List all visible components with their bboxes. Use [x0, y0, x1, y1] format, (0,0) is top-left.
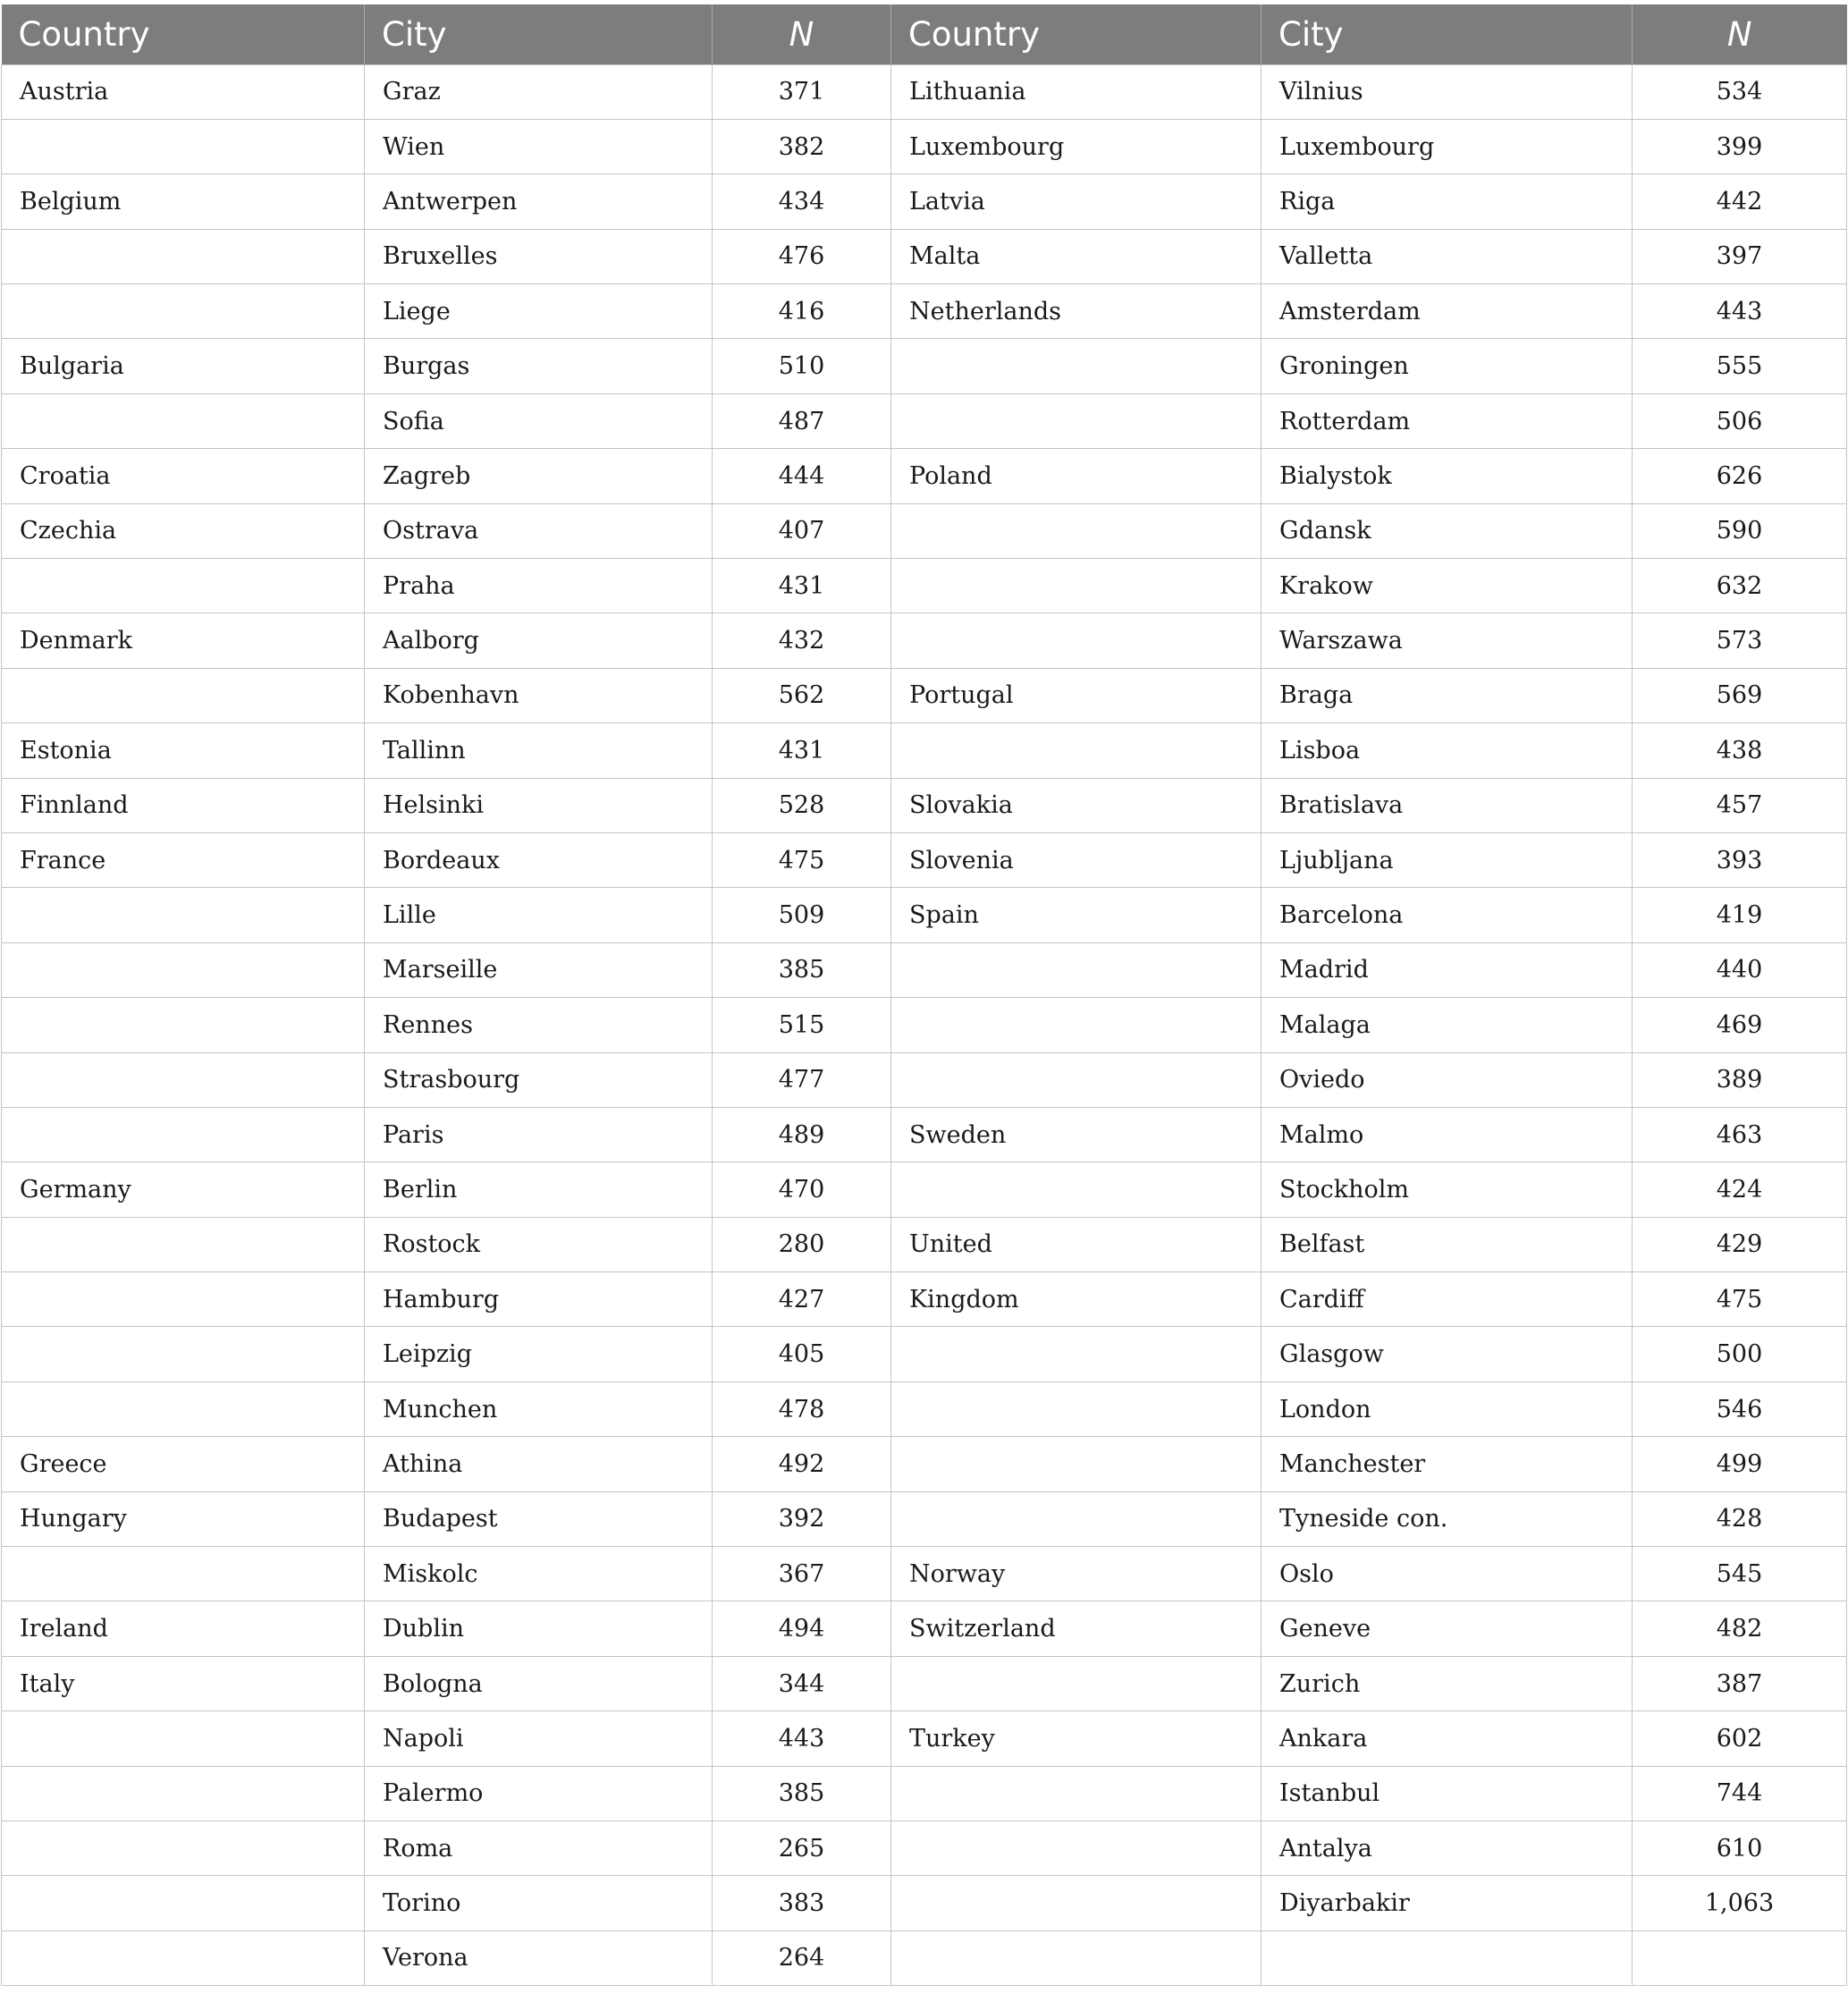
cell-country-right: Norway — [891, 1547, 1262, 1601]
table-row — [2, 1930, 1847, 1985]
cell-n-left: 383 — [713, 1876, 891, 1930]
cell-country-left: Finnland — [2, 778, 365, 832]
cell-city-right: Barcelona — [1262, 888, 1633, 942]
cell-city-left: Rennes — [365, 998, 713, 1052]
cell-city-right: Glasgow — [1262, 1327, 1633, 1381]
cell-country-right — [891, 503, 1262, 558]
cell-city-left: Paris — [365, 1107, 713, 1161]
cell-n-left: 487 — [713, 393, 891, 448]
cell-n-left: 510 — [713, 339, 891, 393]
cell-n-left: 515 — [713, 998, 891, 1052]
table-row — [2, 449, 1847, 503]
cell-city-left: Palermo — [365, 1766, 713, 1820]
cell-city-left: Munchen — [365, 1381, 713, 1436]
cell-city-left: Budapest — [365, 1491, 713, 1546]
cell-city-right: Krakow — [1262, 559, 1633, 613]
cell-country-left — [2, 888, 365, 942]
cell-city-left: Athina — [365, 1437, 713, 1491]
cell-n-left: 562 — [713, 668, 891, 722]
cell-n-left: 434 — [713, 174, 891, 229]
cell-country-right: Malta — [891, 229, 1262, 283]
cell-city-left: Bologna — [365, 1656, 713, 1711]
cell-city-right: Riga — [1262, 174, 1633, 229]
cell-n-left: 528 — [713, 778, 891, 832]
table-row — [2, 778, 1847, 832]
cell-country-left: France — [2, 832, 365, 887]
table-row — [2, 229, 1847, 283]
cell-country-left — [2, 1052, 365, 1107]
cell-n-right: 555 — [1633, 339, 1847, 393]
cell-city-left: Aalborg — [365, 613, 713, 668]
cell-city-left: Bruxelles — [365, 229, 713, 283]
cell-country-left — [2, 1766, 365, 1820]
cell-country-right: Slovenia — [891, 832, 1262, 887]
cell-n-right: 499 — [1633, 1437, 1847, 1491]
table-row — [2, 668, 1847, 722]
cell-city-right: Vilnius — [1262, 64, 1633, 119]
cell-country-right: Latvia — [891, 174, 1262, 229]
cell-country-left: Ireland — [2, 1601, 365, 1656]
cell-city-left: Lille — [365, 888, 713, 942]
cell-country-left — [2, 284, 365, 339]
cell-city-right: Warszawa — [1262, 613, 1633, 668]
cell-country-left — [2, 1876, 365, 1930]
cell-n-left: 367 — [713, 1547, 891, 1601]
table-row — [2, 1162, 1847, 1217]
table-row — [2, 1547, 1847, 1601]
cell-city-right: Tyneside con. — [1262, 1491, 1633, 1546]
cell-n-right: 440 — [1633, 942, 1847, 997]
table-row — [2, 942, 1847, 997]
cell-city-right: Madrid — [1262, 942, 1633, 997]
cell-country-right — [891, 1821, 1262, 1876]
cell-city-right — [1262, 1930, 1633, 1985]
cell-city-left: Strasbourg — [365, 1052, 713, 1107]
cell-city-left: Bordeaux — [365, 832, 713, 887]
cell-city-right: Manchester — [1262, 1437, 1633, 1491]
cell-n-left: 392 — [713, 1491, 891, 1546]
cell-country-right: Lithuania — [891, 64, 1262, 119]
cell-city-left: Hamburg — [365, 1272, 713, 1327]
cell-country-left: Bulgaria — [2, 339, 365, 393]
cell-country-left: Greece — [2, 1437, 365, 1491]
cell-country-left — [2, 393, 365, 448]
cell-n-right: 545 — [1633, 1547, 1847, 1601]
cell-n-right: 397 — [1633, 229, 1847, 283]
cell-country-left: Denmark — [2, 613, 365, 668]
cell-country-right — [891, 942, 1262, 997]
cell-city-left: Berlin — [365, 1162, 713, 1217]
cell-n-right: 443 — [1633, 284, 1847, 339]
table-row — [2, 1272, 1847, 1327]
cell-city-right: Cardiff — [1262, 1272, 1633, 1327]
cell-n-right: 744 — [1633, 1766, 1847, 1820]
cell-city-left: Wien — [365, 119, 713, 173]
cell-country-right — [891, 393, 1262, 448]
cell-city-right: Zurich — [1262, 1656, 1633, 1711]
cell-country-left — [2, 998, 365, 1052]
cell-n-left: 477 — [713, 1052, 891, 1107]
cell-country-right: Luxembourg — [891, 119, 1262, 173]
cell-city-left: Sofia — [365, 393, 713, 448]
cell-country-right: Switzerland — [891, 1601, 1262, 1656]
cell-city-left: Rostock — [365, 1217, 713, 1271]
cell-country-right — [891, 1491, 1262, 1546]
table-body — [2, 64, 1847, 1986]
cell-country-left — [2, 1217, 365, 1271]
cell-country-right: United — [891, 1217, 1262, 1271]
cell-country-right — [891, 1052, 1262, 1107]
table-row — [2, 1876, 1847, 1930]
header-n-right: N — [1633, 4, 1847, 64]
cell-city-right: Luxembourg — [1262, 119, 1633, 173]
cell-country-right — [891, 1437, 1262, 1491]
cell-city-right: Lisboa — [1262, 723, 1633, 778]
cell-city-right: Malmo — [1262, 1107, 1633, 1161]
cell-country-left — [2, 119, 365, 173]
table-row — [2, 1217, 1847, 1271]
cell-country-right: Portugal — [891, 668, 1262, 722]
table-row — [2, 1821, 1847, 1876]
table-row — [2, 998, 1847, 1052]
cell-city-right: London — [1262, 1381, 1633, 1436]
cell-country-right — [891, 559, 1262, 613]
cell-country-right: Poland — [891, 449, 1262, 503]
cell-city-right: Braga — [1262, 668, 1633, 722]
cell-city-right: Valletta — [1262, 229, 1633, 283]
cell-n-right: 626 — [1633, 449, 1847, 503]
table-row — [2, 1381, 1847, 1436]
cell-city-right: Stockholm — [1262, 1162, 1633, 1217]
cell-n-left: 494 — [713, 1601, 891, 1656]
cell-country-left: Belgium — [2, 174, 365, 229]
cell-country-left — [2, 1547, 365, 1601]
cell-n-right: 442 — [1633, 174, 1847, 229]
cell-n-right: 399 — [1633, 119, 1847, 173]
cell-city-left: Graz — [365, 64, 713, 119]
cell-country-right: Turkey — [891, 1711, 1262, 1766]
cell-n-right: 463 — [1633, 1107, 1847, 1161]
cell-n-right: 387 — [1633, 1656, 1847, 1711]
cell-city-left: Zagreb — [365, 449, 713, 503]
cell-n-left: 431 — [713, 723, 891, 778]
cell-city-left: Antwerpen — [365, 174, 713, 229]
cell-country-left — [2, 1381, 365, 1436]
cell-country-right — [891, 613, 1262, 668]
cell-n-right: 534 — [1633, 64, 1847, 119]
header-country-right: Country — [891, 4, 1262, 64]
cell-country-left — [2, 229, 365, 283]
cell-n-left: 431 — [713, 559, 891, 613]
cell-city-right: Rotterdam — [1262, 393, 1633, 448]
cell-n-left: 427 — [713, 1272, 891, 1327]
cell-city-left: Miskolc — [365, 1547, 713, 1601]
cell-city-right: Malaga — [1262, 998, 1633, 1052]
cell-country-left: Italy — [2, 1656, 365, 1711]
cell-n-right: 389 — [1633, 1052, 1847, 1107]
cell-country-right — [891, 1162, 1262, 1217]
cell-n-left: 280 — [713, 1217, 891, 1271]
cell-city-left: Marseille — [365, 942, 713, 997]
cell-city-right: Antalya — [1262, 1821, 1633, 1876]
table-row — [2, 174, 1847, 229]
header-n-left: N — [713, 4, 891, 64]
cell-n-right: 475 — [1633, 1272, 1847, 1327]
cell-country-right: Slovakia — [891, 778, 1262, 832]
city-sample-table — [1, 4, 1847, 1986]
cell-country-left: Croatia — [2, 449, 365, 503]
cell-n-left: 416 — [713, 284, 891, 339]
table-row — [2, 339, 1847, 393]
cell-city-left: Verona — [365, 1930, 713, 1985]
table-row — [2, 119, 1847, 173]
cell-city-left: Tallinn — [365, 723, 713, 778]
cell-country-left — [2, 1711, 365, 1766]
cell-n-right: 469 — [1633, 998, 1847, 1052]
cell-city-right: Amsterdam — [1262, 284, 1633, 339]
cell-n-right: 424 — [1633, 1162, 1847, 1217]
cell-n-left: 476 — [713, 229, 891, 283]
cell-n-left: 344 — [713, 1656, 891, 1711]
table-row — [2, 1052, 1847, 1107]
cell-n-right: 610 — [1633, 1821, 1847, 1876]
cell-n-left: 444 — [713, 449, 891, 503]
table-row — [2, 1327, 1847, 1381]
cell-n-right: 573 — [1633, 613, 1847, 668]
table-row — [2, 1601, 1847, 1656]
cell-city-left: Kobenhavn — [365, 668, 713, 722]
header-city-right: City — [1262, 4, 1633, 64]
cell-n-right: 429 — [1633, 1217, 1847, 1271]
cell-n-left: 385 — [713, 1766, 891, 1820]
cell-n-right: 602 — [1633, 1711, 1847, 1766]
cell-city-left: Burgas — [365, 339, 713, 393]
table-header-row — [2, 4, 1847, 64]
cell-n-right: 482 — [1633, 1601, 1847, 1656]
cell-n-right: 457 — [1633, 778, 1847, 832]
table-row — [2, 832, 1847, 887]
cell-n-right: 632 — [1633, 559, 1847, 613]
cell-n-left: 371 — [713, 64, 891, 119]
cell-city-left: Torino — [365, 1876, 713, 1930]
cell-city-right: Bratislava — [1262, 778, 1633, 832]
cell-n-right: 438 — [1633, 723, 1847, 778]
cell-n-left: 489 — [713, 1107, 891, 1161]
cell-n-left: 443 — [713, 1711, 891, 1766]
cell-n-right: 569 — [1633, 668, 1847, 722]
cell-country-right: Sweden — [891, 1107, 1262, 1161]
table-row — [2, 503, 1847, 558]
cell-country-right — [891, 339, 1262, 393]
cell-city-left: Dublin — [365, 1601, 713, 1656]
cell-n-left: 385 — [713, 942, 891, 997]
cell-n-left: 405 — [713, 1327, 891, 1381]
cell-n-right — [1633, 1930, 1847, 1985]
cell-n-left: 475 — [713, 832, 891, 887]
cell-country-right: Spain — [891, 888, 1262, 942]
table-row — [2, 393, 1847, 448]
cell-city-left: Roma — [365, 1821, 713, 1876]
cell-country-left — [2, 1327, 365, 1381]
cell-country-left: Austria — [2, 64, 365, 119]
cell-n-right: 500 — [1633, 1327, 1847, 1381]
cell-country-left — [2, 1107, 365, 1161]
cell-country-left: Hungary — [2, 1491, 365, 1546]
cell-city-right: Groningen — [1262, 339, 1633, 393]
cell-n-left: 382 — [713, 119, 891, 173]
cell-city-left: Leipzig — [365, 1327, 713, 1381]
cell-country-right — [891, 723, 1262, 778]
table-row — [2, 1107, 1847, 1161]
table-row — [2, 1437, 1847, 1491]
table-row — [2, 64, 1847, 119]
cell-country-left — [2, 942, 365, 997]
cell-country-left — [2, 559, 365, 613]
table-row — [2, 613, 1847, 668]
cell-country-right: Kingdom — [891, 1272, 1262, 1327]
table-row — [2, 1656, 1847, 1711]
header-country-left: Country — [18, 14, 150, 54]
cell-city-right: Oslo — [1262, 1547, 1633, 1601]
table-row — [2, 559, 1847, 613]
cell-city-right: Diyarbakir — [1262, 1876, 1633, 1930]
table-row — [2, 1766, 1847, 1820]
cell-n-left: 265 — [713, 1821, 891, 1876]
cell-n-right: 428 — [1633, 1491, 1847, 1546]
cell-country-right — [891, 1656, 1262, 1711]
cell-country-right — [891, 998, 1262, 1052]
cell-n-right: 590 — [1633, 503, 1847, 558]
cell-city-right: Belfast — [1262, 1217, 1633, 1271]
cell-n-left: 432 — [713, 613, 891, 668]
cell-n-right: 393 — [1633, 832, 1847, 887]
cell-n-right: 506 — [1633, 393, 1847, 448]
table-row — [2, 1711, 1847, 1766]
cell-city-right: Ankara — [1262, 1711, 1633, 1766]
cell-n-left: 264 — [713, 1930, 891, 1985]
cell-n-right: 1,063 — [1633, 1876, 1847, 1930]
cell-country-left — [2, 1272, 365, 1327]
cell-n-left: 492 — [713, 1437, 891, 1491]
cell-country-right — [891, 1766, 1262, 1820]
cell-n-right: 546 — [1633, 1381, 1847, 1436]
cell-city-left: Liege — [365, 284, 713, 339]
cell-country-left: Czechia — [2, 503, 365, 558]
cell-city-right: Oviedo — [1262, 1052, 1633, 1107]
cell-city-left: Helsinki — [365, 778, 713, 832]
table-row — [2, 888, 1847, 942]
cell-country-right — [891, 1327, 1262, 1381]
table-row — [2, 723, 1847, 778]
cell-country-left: Estonia — [2, 723, 365, 778]
cell-city-left: Praha — [365, 559, 713, 613]
cell-n-right: 419 — [1633, 888, 1847, 942]
cell-country-left: Germany — [2, 1162, 365, 1217]
cell-country-left — [2, 1821, 365, 1876]
cell-n-left: 470 — [713, 1162, 891, 1217]
cell-city-right: Bialystok — [1262, 449, 1633, 503]
cell-n-left: 509 — [713, 888, 891, 942]
cell-n-left: 478 — [713, 1381, 891, 1436]
cell-city-left: Ostrava — [365, 503, 713, 558]
cell-country-right — [891, 1381, 1262, 1436]
cell-city-right: Istanbul — [1262, 1766, 1633, 1820]
table-row — [2, 284, 1847, 339]
cell-country-right — [891, 1930, 1262, 1985]
cell-city-right: Gdansk — [1262, 503, 1633, 558]
cell-country-right — [891, 1876, 1262, 1930]
cell-country-left — [2, 668, 365, 722]
cell-city-right: Geneve — [1262, 1601, 1633, 1656]
cell-country-left — [2, 1930, 365, 1985]
cell-city-left: Napoli — [365, 1711, 713, 1766]
cell-n-left: 407 — [713, 503, 891, 558]
header-city-left: City — [365, 4, 713, 64]
cell-city-right: Ljubljana — [1262, 832, 1633, 887]
cell-country-right: Netherlands — [891, 284, 1262, 339]
table-row — [2, 1491, 1847, 1546]
